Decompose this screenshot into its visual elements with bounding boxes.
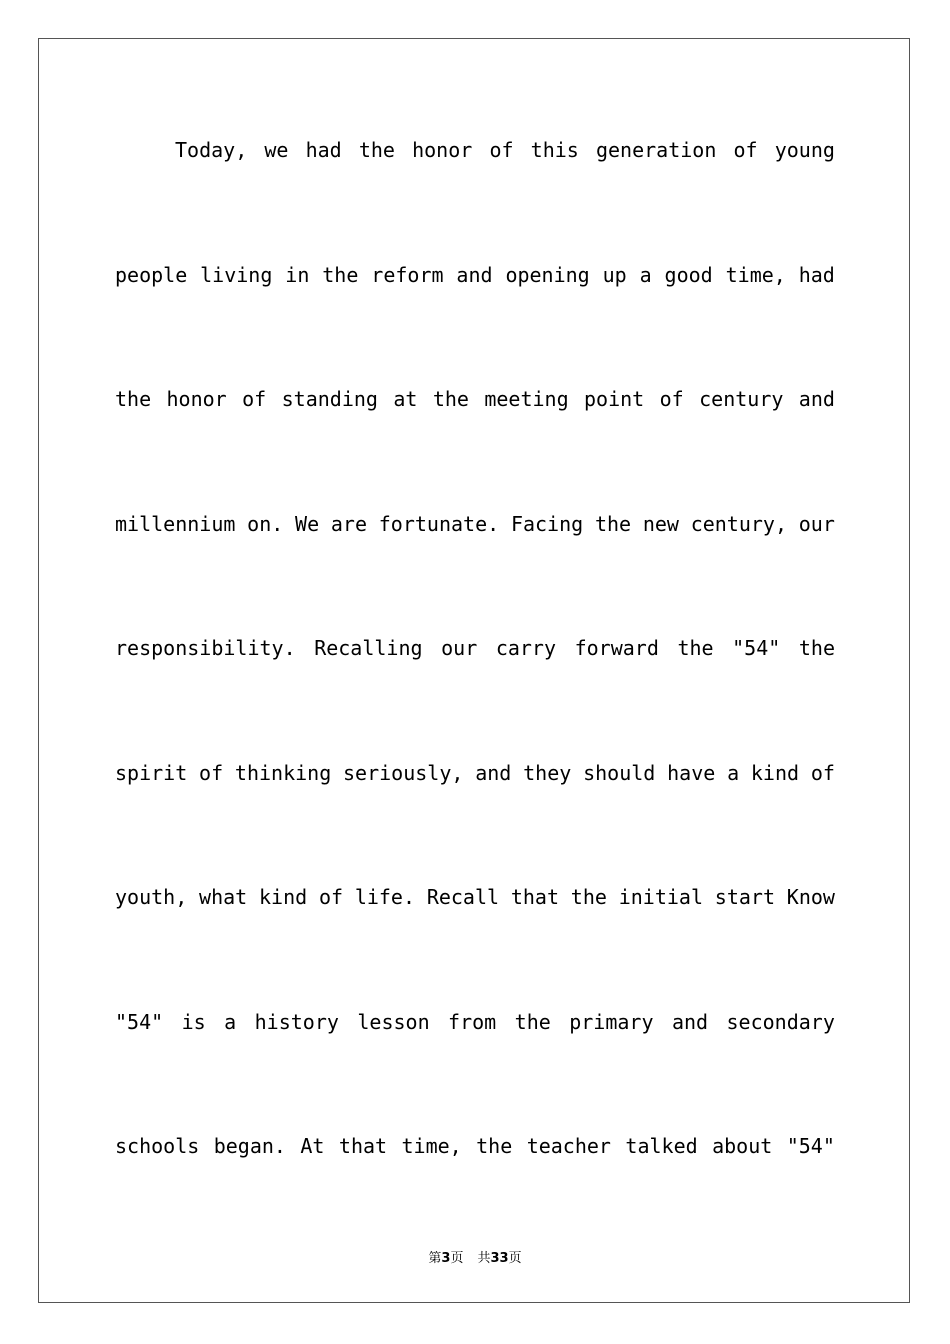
word: a <box>224 1009 237 1034</box>
word: from <box>448 1009 497 1034</box>
word: a <box>727 760 740 785</box>
word: of <box>489 138 514 162</box>
word: Today, <box>175 138 248 162</box>
word: meeting <box>484 387 569 411</box>
word: reform <box>371 262 444 287</box>
word: and <box>456 262 493 287</box>
word: of <box>242 387 267 411</box>
word: standing <box>281 387 378 411</box>
word: on. <box>247 511 284 536</box>
text-line <box>115 504 835 629</box>
word: point <box>584 387 645 411</box>
word: what <box>199 885 248 909</box>
text-line <box>115 753 835 878</box>
word: Know <box>786 885 835 909</box>
text-line <box>115 130 835 255</box>
word: opening <box>505 262 590 287</box>
word: of <box>199 760 224 785</box>
word: Recalling <box>314 636 423 660</box>
text-line <box>115 877 835 1002</box>
word: we <box>264 138 289 162</box>
word: kind <box>258 885 308 909</box>
page-number-suffix: 页 <box>450 1251 464 1266</box>
word: the <box>322 262 359 287</box>
word: the <box>798 636 835 660</box>
word: should <box>583 760 656 785</box>
word: the <box>594 511 632 536</box>
word: seriously, <box>343 760 464 785</box>
word: kind <box>750 760 800 785</box>
text-line <box>115 255 835 380</box>
word: spirit <box>115 760 188 785</box>
word: began. <box>213 1134 286 1158</box>
word: forward <box>574 636 659 660</box>
word: of <box>318 885 344 909</box>
word: the <box>358 138 395 162</box>
page-number: 3 <box>441 1251 451 1266</box>
word: of <box>659 387 684 411</box>
total-pages-prefix: 共 <box>477 1251 491 1266</box>
word: At <box>300 1134 325 1158</box>
word: people <box>115 262 188 287</box>
word: start <box>714 885 775 909</box>
word: We <box>295 511 320 536</box>
word: they <box>523 760 572 785</box>
word: century <box>699 387 784 411</box>
word: is <box>181 1009 206 1034</box>
word: had <box>798 262 835 287</box>
word: "54" <box>732 636 781 660</box>
word: talked <box>625 1134 698 1158</box>
word: that <box>338 1134 388 1158</box>
word: youth, <box>115 885 188 909</box>
word: teacher <box>526 1134 611 1158</box>
word: this <box>530 138 579 162</box>
text-line <box>115 1126 835 1251</box>
word: the <box>115 387 152 411</box>
word: fortunate. <box>378 511 500 536</box>
word: our <box>798 511 835 536</box>
word: the <box>677 636 714 660</box>
word: carry <box>495 636 557 660</box>
text-line <box>115 1002 835 1127</box>
word: the <box>514 1009 551 1034</box>
word: have <box>667 760 716 785</box>
text-line <box>115 628 835 753</box>
word: that <box>510 885 560 909</box>
word: "54" <box>786 1134 835 1158</box>
document-body <box>115 130 835 1251</box>
word: history <box>254 1009 339 1034</box>
total-pages: 33 <box>490 1251 509 1266</box>
word: "54" <box>115 1009 164 1034</box>
word: in <box>285 262 310 287</box>
word: about <box>712 1134 773 1158</box>
word: life. <box>354 885 416 909</box>
text-line <box>115 379 835 504</box>
word: good <box>664 262 713 287</box>
word: living <box>200 262 273 287</box>
word: century, <box>690 511 788 536</box>
word: schools <box>115 1134 200 1158</box>
word: and <box>475 760 512 785</box>
word: generation <box>595 138 717 162</box>
word: time, <box>401 1134 462 1158</box>
total-pages-suffix: 页 <box>508 1251 522 1266</box>
word: at <box>393 387 418 411</box>
word: a <box>639 262 652 287</box>
word: secondary <box>726 1009 835 1034</box>
word: the <box>476 1134 513 1158</box>
word: lesson <box>357 1009 430 1034</box>
word: initial <box>618 885 703 909</box>
word: up <box>602 262 627 287</box>
word: are <box>330 511 368 536</box>
word: Facing <box>510 511 584 536</box>
word: of <box>733 138 758 162</box>
word: our <box>441 636 478 660</box>
word: and <box>671 1009 709 1034</box>
word: and <box>798 387 835 411</box>
word: responsibility. <box>115 636 296 660</box>
page-number-prefix: 第 <box>428 1251 442 1266</box>
word: time, <box>725 262 786 287</box>
word: honor <box>166 387 227 411</box>
word: new <box>642 511 679 536</box>
word: young <box>774 138 835 162</box>
word: primary <box>569 1009 654 1034</box>
word: of <box>810 760 835 785</box>
word: the <box>432 387 469 411</box>
word: the <box>570 885 607 909</box>
word: had <box>305 138 342 162</box>
word: thinking <box>234 760 332 785</box>
word: honor <box>412 138 473 162</box>
word: millennium <box>115 511 236 536</box>
page-footer <box>0 1247 950 1266</box>
word: Recall <box>426 885 500 909</box>
